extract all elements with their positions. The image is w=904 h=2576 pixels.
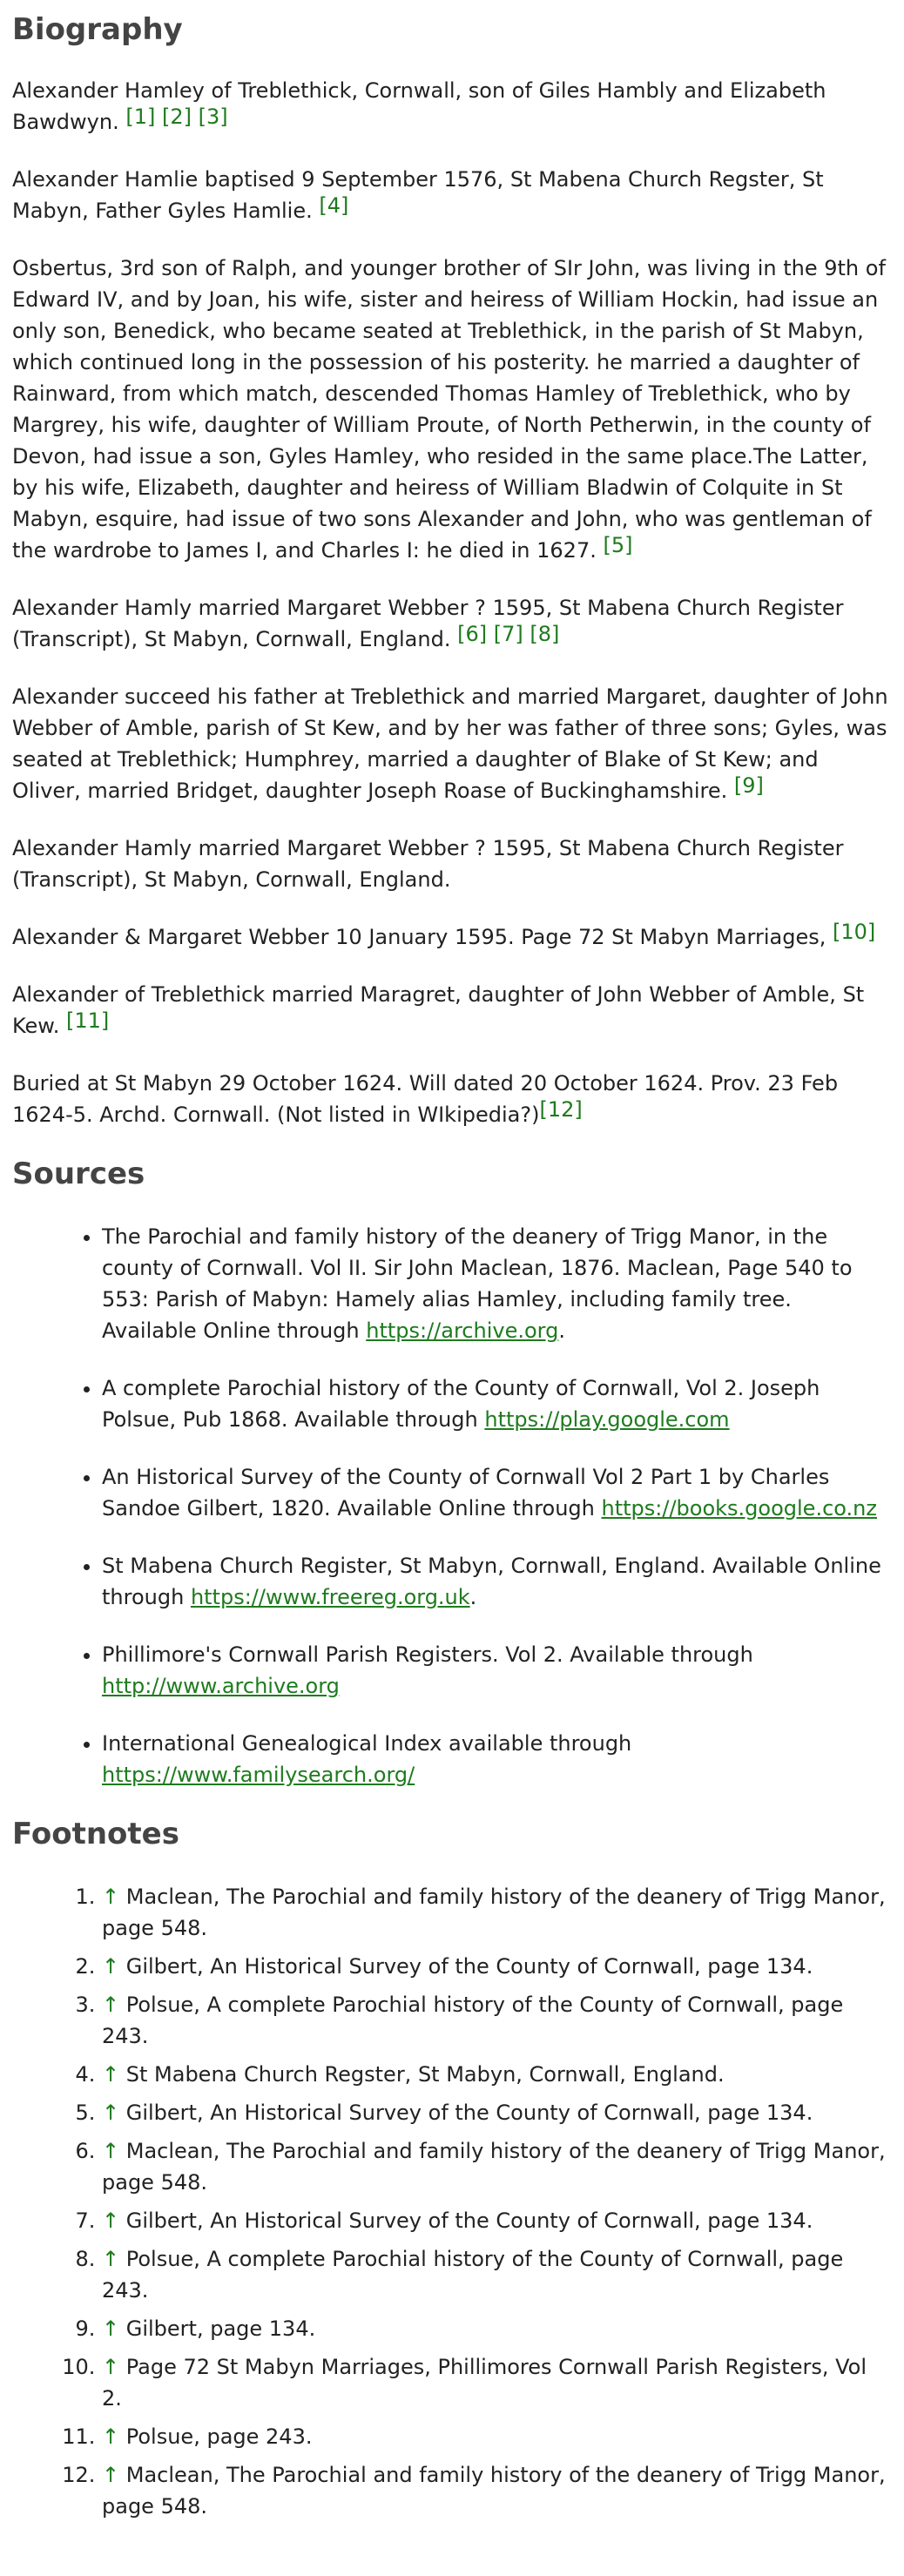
source-text: The Parochial and family history of the deanery of Trigg Manor, in the county of Cornwall. Vol II. Sir John Maclean, 1876. Maclean, Page 540 to 553: Parish of Mabyn: Hamely alias Hamley, including family tree. Available Online through (102, 1224, 853, 1343)
bio-paragraph-2 (12, 164, 892, 226)
bio-paragraph-7 (12, 921, 892, 953)
footnote-text: Polsue, page 243. (125, 2424, 313, 2449)
bio-paragraph-6 (12, 833, 892, 895)
footnote-item (102, 2421, 892, 2452)
source-text: A complete Parochial history of the County of Cornwall, Vol 2. Joseph Polsue, Pub 1868. Available through (102, 1376, 820, 1432)
bio-text-6: Alexander Hamly married Margaret Webber ? 1595, St Mabena Church Register (Transcript), St Mabyn, Cornwall, England. (12, 836, 844, 892)
back-arrow-icon[interactable]: ↑ (102, 2101, 120, 2125)
footnote-item (102, 2351, 892, 2414)
footnote-ref-11[interactable]: [11] (66, 1008, 110, 1033)
back-arrow-icon[interactable]: ↑ (102, 1954, 120, 1979)
bio-paragraph-8 (12, 979, 892, 1042)
source-link[interactable]: https://books.google.co.nz (601, 1496, 877, 1521)
source-link[interactable]: https://www.familysearch.org/ (102, 1763, 415, 1787)
footnote-text: Polsue, A complete Parochial history of the County of Cornwall, page 243. (102, 2247, 844, 2303)
biography-heading: Biography (12, 12, 183, 47)
footnote-text: Maclean, The Parochial and family history of the deanery of Trigg Manor, page 548. (102, 2139, 886, 2195)
source-suffix: . (558, 1318, 565, 1343)
bio-paragraph-5 (12, 681, 892, 806)
source-text: International Genealogical Index available through (102, 1731, 632, 1756)
footnotes-heading: Footnotes (12, 1817, 179, 1851)
source-item (102, 1550, 892, 1613)
source-text: Phillimore's Cornwall Parish Registers. Vol 2. Available through (102, 1642, 753, 1667)
bio-text-4: Alexander Hamly married Margaret Webber ? 1595, St Mabena Church Register (Transcript), St Mabyn, Cornwall, England. (12, 596, 844, 651)
footnote-item (102, 1881, 892, 1944)
back-arrow-icon[interactable]: ↑ (102, 2355, 120, 2379)
sources-list (12, 1221, 892, 1790)
bio-text-3: Osbertus, 3rd son of Ralph, and younger brother of SIr John, was living in the 9th of Edward IV, and by Joan, his wife, sister and heiress of William Hockin, had issue an only son, Benedick, who became seated at Treblethick, in the parish of St Mabyn, which continued long in the possession of his posterity. he married a daughter of Rainward, from which match, descended Thomas Hamley of Treblethick, who by Margrey, his wife, daughter of William Proute, of North Petherwin, in the county of Devon, had issue a son, Gyles Hamley, who resided in the same place.The Latter, by his wife, Elizabeth, daughter and heiress of William Bladwin of Colquite in St Mabyn, esquire, had issue of two sons Alexander and John, who was gentleman of the wardrobe to James I, and Charles I: he died in 1627. (12, 256, 886, 563)
back-arrow-icon[interactable]: ↑ (102, 2139, 120, 2163)
footnote-item (102, 1989, 892, 2052)
back-arrow-icon[interactable]: ↑ (102, 2208, 120, 2233)
source-text: An Historical Survey of the County of Cornwall Vol 2 Part 1 by Charles Sandoe Gilbert, 1820. Available Online through (102, 1465, 830, 1521)
footnote-ref-9[interactable]: [9] (733, 773, 764, 798)
footnote-ref-12[interactable]: [12] (539, 1097, 583, 1122)
footnote-item (102, 2135, 892, 2198)
bio-text-5: Alexander succeed his father at Treblethick and married Margaret, daughter of John Webber of Amble, parish of St Kew, and by her was father of three sons; Gyles, was seated at Treblethick; Humphrey, married a daughter of Blake of St Kew; and Oliver, married Bridget, daughter Joseph Roase of Buckinghamshire. (12, 684, 888, 803)
bio-text-8: Alexander of Treblethick married Maragret, daughter of John Webber of Amble, St Kew. (12, 982, 865, 1038)
footnote-ref-2[interactable]: [2] (162, 105, 192, 129)
footnote-item (102, 2059, 892, 2090)
footnote-item (102, 1951, 892, 1982)
footnote-text: Gilbert, page 134. (125, 2316, 316, 2341)
back-arrow-icon[interactable]: ↑ (102, 2463, 120, 2487)
footnotes-list (12, 1881, 892, 2522)
footnote-text: Maclean, The Parochial and family history of the deanery of Trigg Manor, page 548. (102, 1885, 886, 1940)
footnote-ref-6[interactable]: [6] (457, 622, 488, 646)
source-item (102, 1372, 892, 1435)
source-item (102, 1221, 892, 1346)
bio-paragraph-3 (12, 253, 892, 566)
bio-paragraph-4 (12, 592, 892, 655)
source-link[interactable]: http://www.archive.org (102, 1674, 340, 1698)
source-link[interactable]: https://archive.org (366, 1318, 559, 1343)
footnote-ref-10[interactable]: [10] (833, 920, 876, 944)
footnote-ref-1[interactable]: [1] (125, 105, 156, 129)
footnote-text: Polsue, A complete Parochial history of the County of Cornwall, page 243. (102, 1993, 844, 2048)
footnote-text: Gilbert, An Historical Survey of the County of Cornwall, page 134. (125, 2101, 813, 2125)
source-item (102, 1639, 892, 1702)
bio-text-2: Alexander Hamlie baptised 9 September 1576, St Mabena Church Regster, St Mabyn, Father Gyles Hamlie. (12, 167, 824, 223)
footnote-text: Maclean, The Parochial and family history of the deanery of Trigg Manor, page 548. (102, 2463, 886, 2519)
source-text: St Mabena Church Register, St Mabyn, Cornwall, England. Available Online through (102, 1554, 881, 1609)
source-link[interactable]: https://www.freereg.org.uk (190, 1585, 470, 1609)
source-link[interactable]: https://play.google.com (484, 1407, 730, 1432)
back-arrow-icon[interactable]: ↑ (102, 1993, 120, 2017)
footnote-ref-7[interactable]: [7] (493, 622, 523, 646)
back-arrow-icon[interactable]: ↑ (102, 2247, 120, 2271)
footnote-text: St Mabena Church Regster, St Mabyn, Cornwall, England. (125, 2062, 725, 2087)
footnote-text: Page 72 St Mabyn Marriages, Phillimores Cornwall Parish Registers, Vol 2. (102, 2355, 867, 2411)
back-arrow-icon[interactable]: ↑ (102, 2424, 120, 2449)
footnote-item (102, 2097, 892, 2128)
back-arrow-icon[interactable]: ↑ (102, 1885, 120, 1909)
back-arrow-icon[interactable]: ↑ (102, 2316, 120, 2341)
bio-paragraph-1 (12, 75, 892, 138)
footnote-item (102, 2205, 892, 2236)
footnote-text: Gilbert, An Historical Survey of the County of Cornwall, page 134. (125, 1954, 813, 1979)
footnote-ref-4[interactable]: [4] (319, 193, 349, 218)
footnote-ref-3[interactable]: [3] (198, 105, 228, 129)
source-suffix: . (469, 1585, 477, 1609)
footnote-item (102, 2313, 892, 2344)
back-arrow-icon[interactable]: ↑ (102, 2062, 120, 2087)
footnote-item (102, 2243, 892, 2306)
footnote-ref-5[interactable]: [5] (603, 533, 633, 557)
bio-paragraph-9 (12, 1068, 892, 1130)
footnote-item (102, 2459, 892, 2522)
source-item (102, 1728, 892, 1790)
footnote-ref-8[interactable]: [8] (530, 622, 560, 646)
source-item (102, 1461, 892, 1524)
bio-text-7: Alexander & Margaret Webber 10 January 1595. Page 72 St Mabyn Marriages, (12, 925, 826, 949)
footnote-text: Gilbert, An Historical Survey of the County of Cornwall, page 134. (125, 2208, 813, 2233)
bio-text-1: Alexander Hamley of Treblethick, Cornwall, son of Giles Hambly and Elizabeth Bawdwyn. (12, 78, 826, 134)
bio-text-9: Buried at St Mabyn 29 October 1624. Will dated 20 October 1624. Prov. 23 Feb 1624-5. Archd. Cornwall. (Not listed in WIkipedia?) (12, 1071, 839, 1127)
sources-heading: Sources (12, 1157, 145, 1191)
